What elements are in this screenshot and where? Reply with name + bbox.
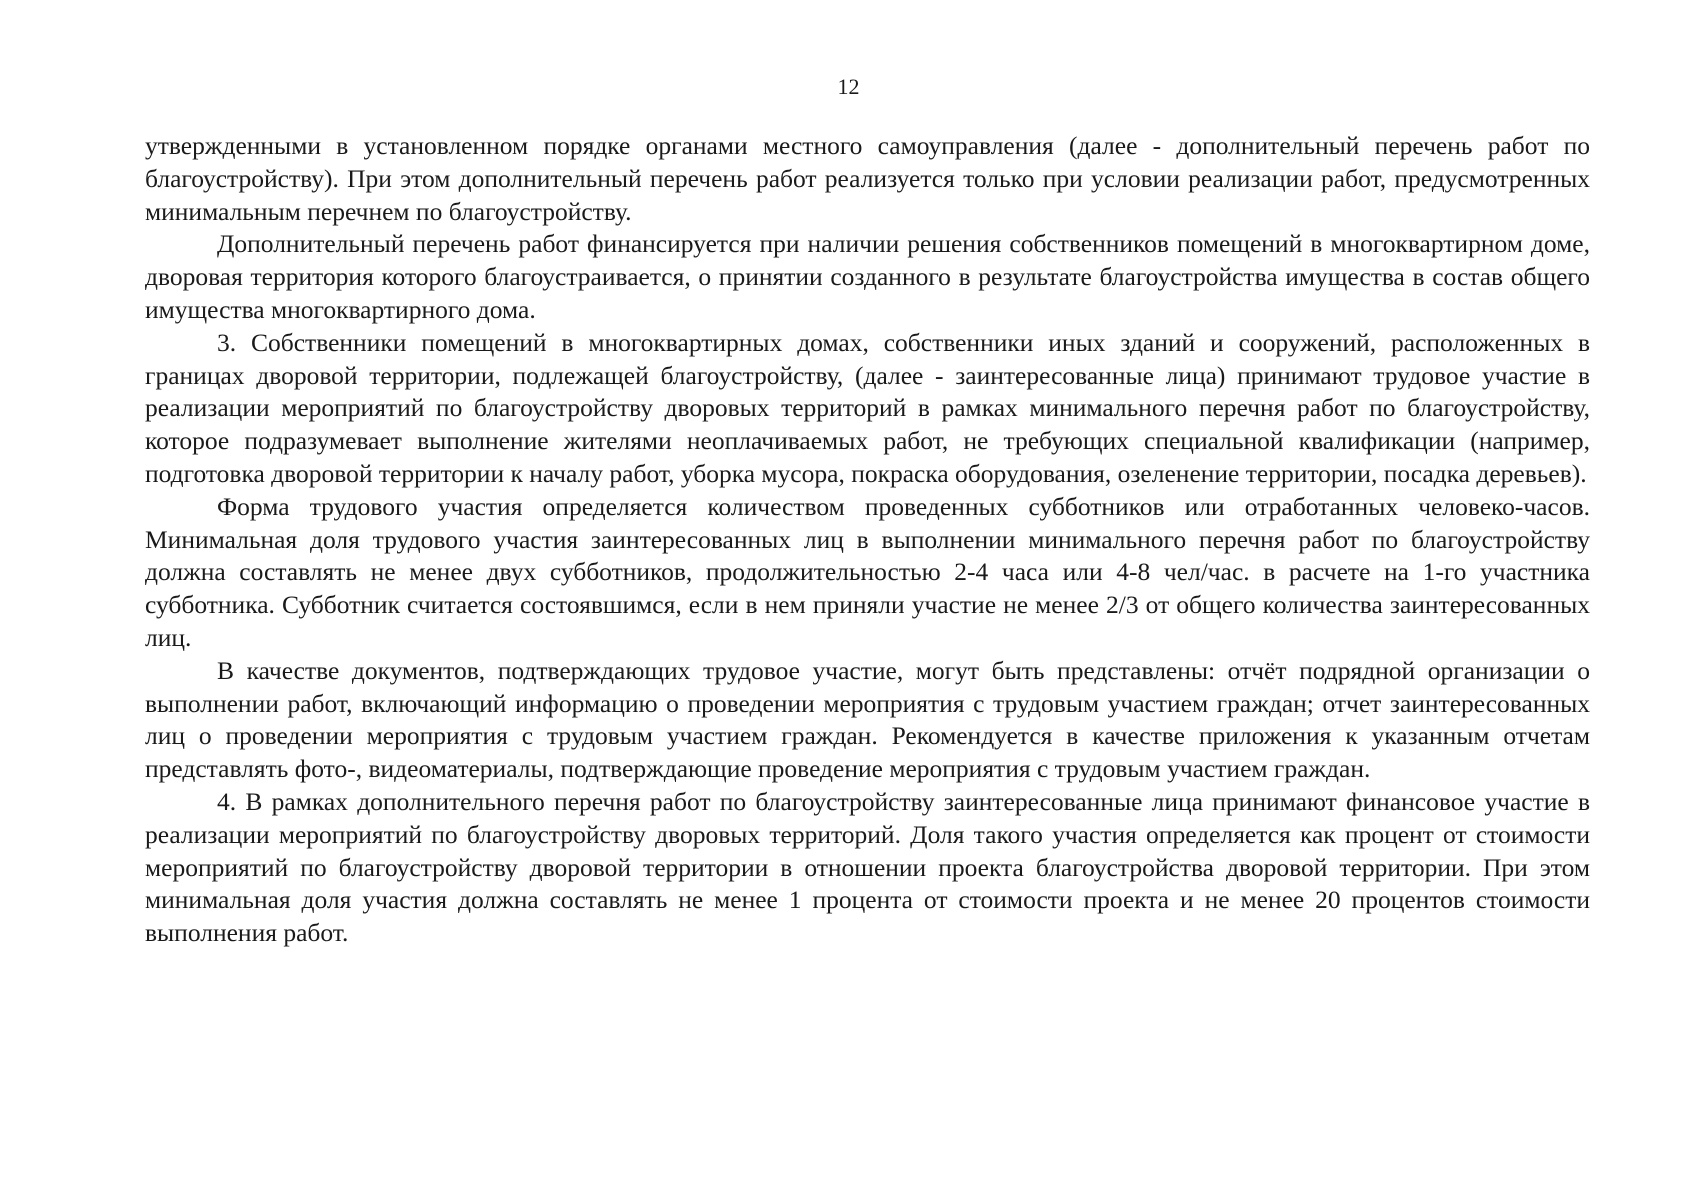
paragraph-labor-participation-form: Форма трудового участия определяется количеством проведенных субботников или отработанных человеко-часов. Минимальная доля трудового участия заинтересованных лиц в выполнении минимального перечня работ по благоустройству должна составлять не менее двух субботников, продолжительностью 2-4 часа или 4-8 чел/час. в расчете на 1-го участника субботника. Субботник считается состоявшимся, если в нем приняли участие не менее 2/3 от общего количества заинтересованных лиц. [145, 491, 1590, 652]
paragraph-confirming-documents: В качестве документов, подтверждающих трудовое участие, могут быть представлены: отчёт подрядной организации о выполнении работ, включающий информацию о проведении мероприятия с трудовым участием граждан; отчет заинтересованных лиц о проведении мероприятия с трудовым участием граждан. Рекомендуется в качестве приложения к указанным отчетам представлять фото-, видеоматериалы, подтверждающие проведение мероприятия с трудовым участием граждан. [145, 655, 1590, 784]
paragraph-continuation: утвержденными в установленном порядке органами местного самоуправления (далее - дополнительный перечень работ по благоустройству). При этом дополнительный перечень работ реализуется только при условии реализации работ, предусмотренных минимальным перечнем по благоустройству. [145, 131, 1590, 226]
document-body [145, 130, 1590, 950]
paragraph-item-3-labor-participation: 3. Собственники помещений в многоквартирных домах, собственники иных зданий и сооружений, расположенных в границах дворовой территории, подлежащей благоустройству, (далее - заинтересованные лица) принимают трудовое участие в реализации мероприятий по благоустройству дворовых территорий в рамках минимального перечня работ по благоустройству, которое подразумевает выполнение жителями неоплачиваемых работ, не требующих специальной квалификации (например, подготовка дворовой территории к началу работ, уборка мусора, покраска оборудования, озеленение территории, посадка деревьев). [145, 327, 1590, 488]
paragraph-additional-works-financing: Дополнительный перечень работ финансируется при наличии решения собственников помещений в многоквартирном доме, дворовая территория которого благоустраивается, о принятии созданного в результате благоустройства имущества в состав общего имущества многоквартирного дома. [145, 229, 1590, 324]
page-number: 12 [837, 74, 860, 99]
paragraph-item-4-financial-participation: 4. В рамках дополнительного перечня работ по благоустройству заинтересованные лица принимают финансовое участие в реализации мероприятий по благоустройству дворовых территорий. Доля такого участия определяется как процент от стоимости мероприятий по благоустройству дворовой территории в отношении проекта благоустройства дворовой территории. При этом минимальная доля участия должна составлять не менее 1 процента от стоимости проекта и не менее 20 процентов стоимости выполнения работ. [145, 786, 1590, 948]
